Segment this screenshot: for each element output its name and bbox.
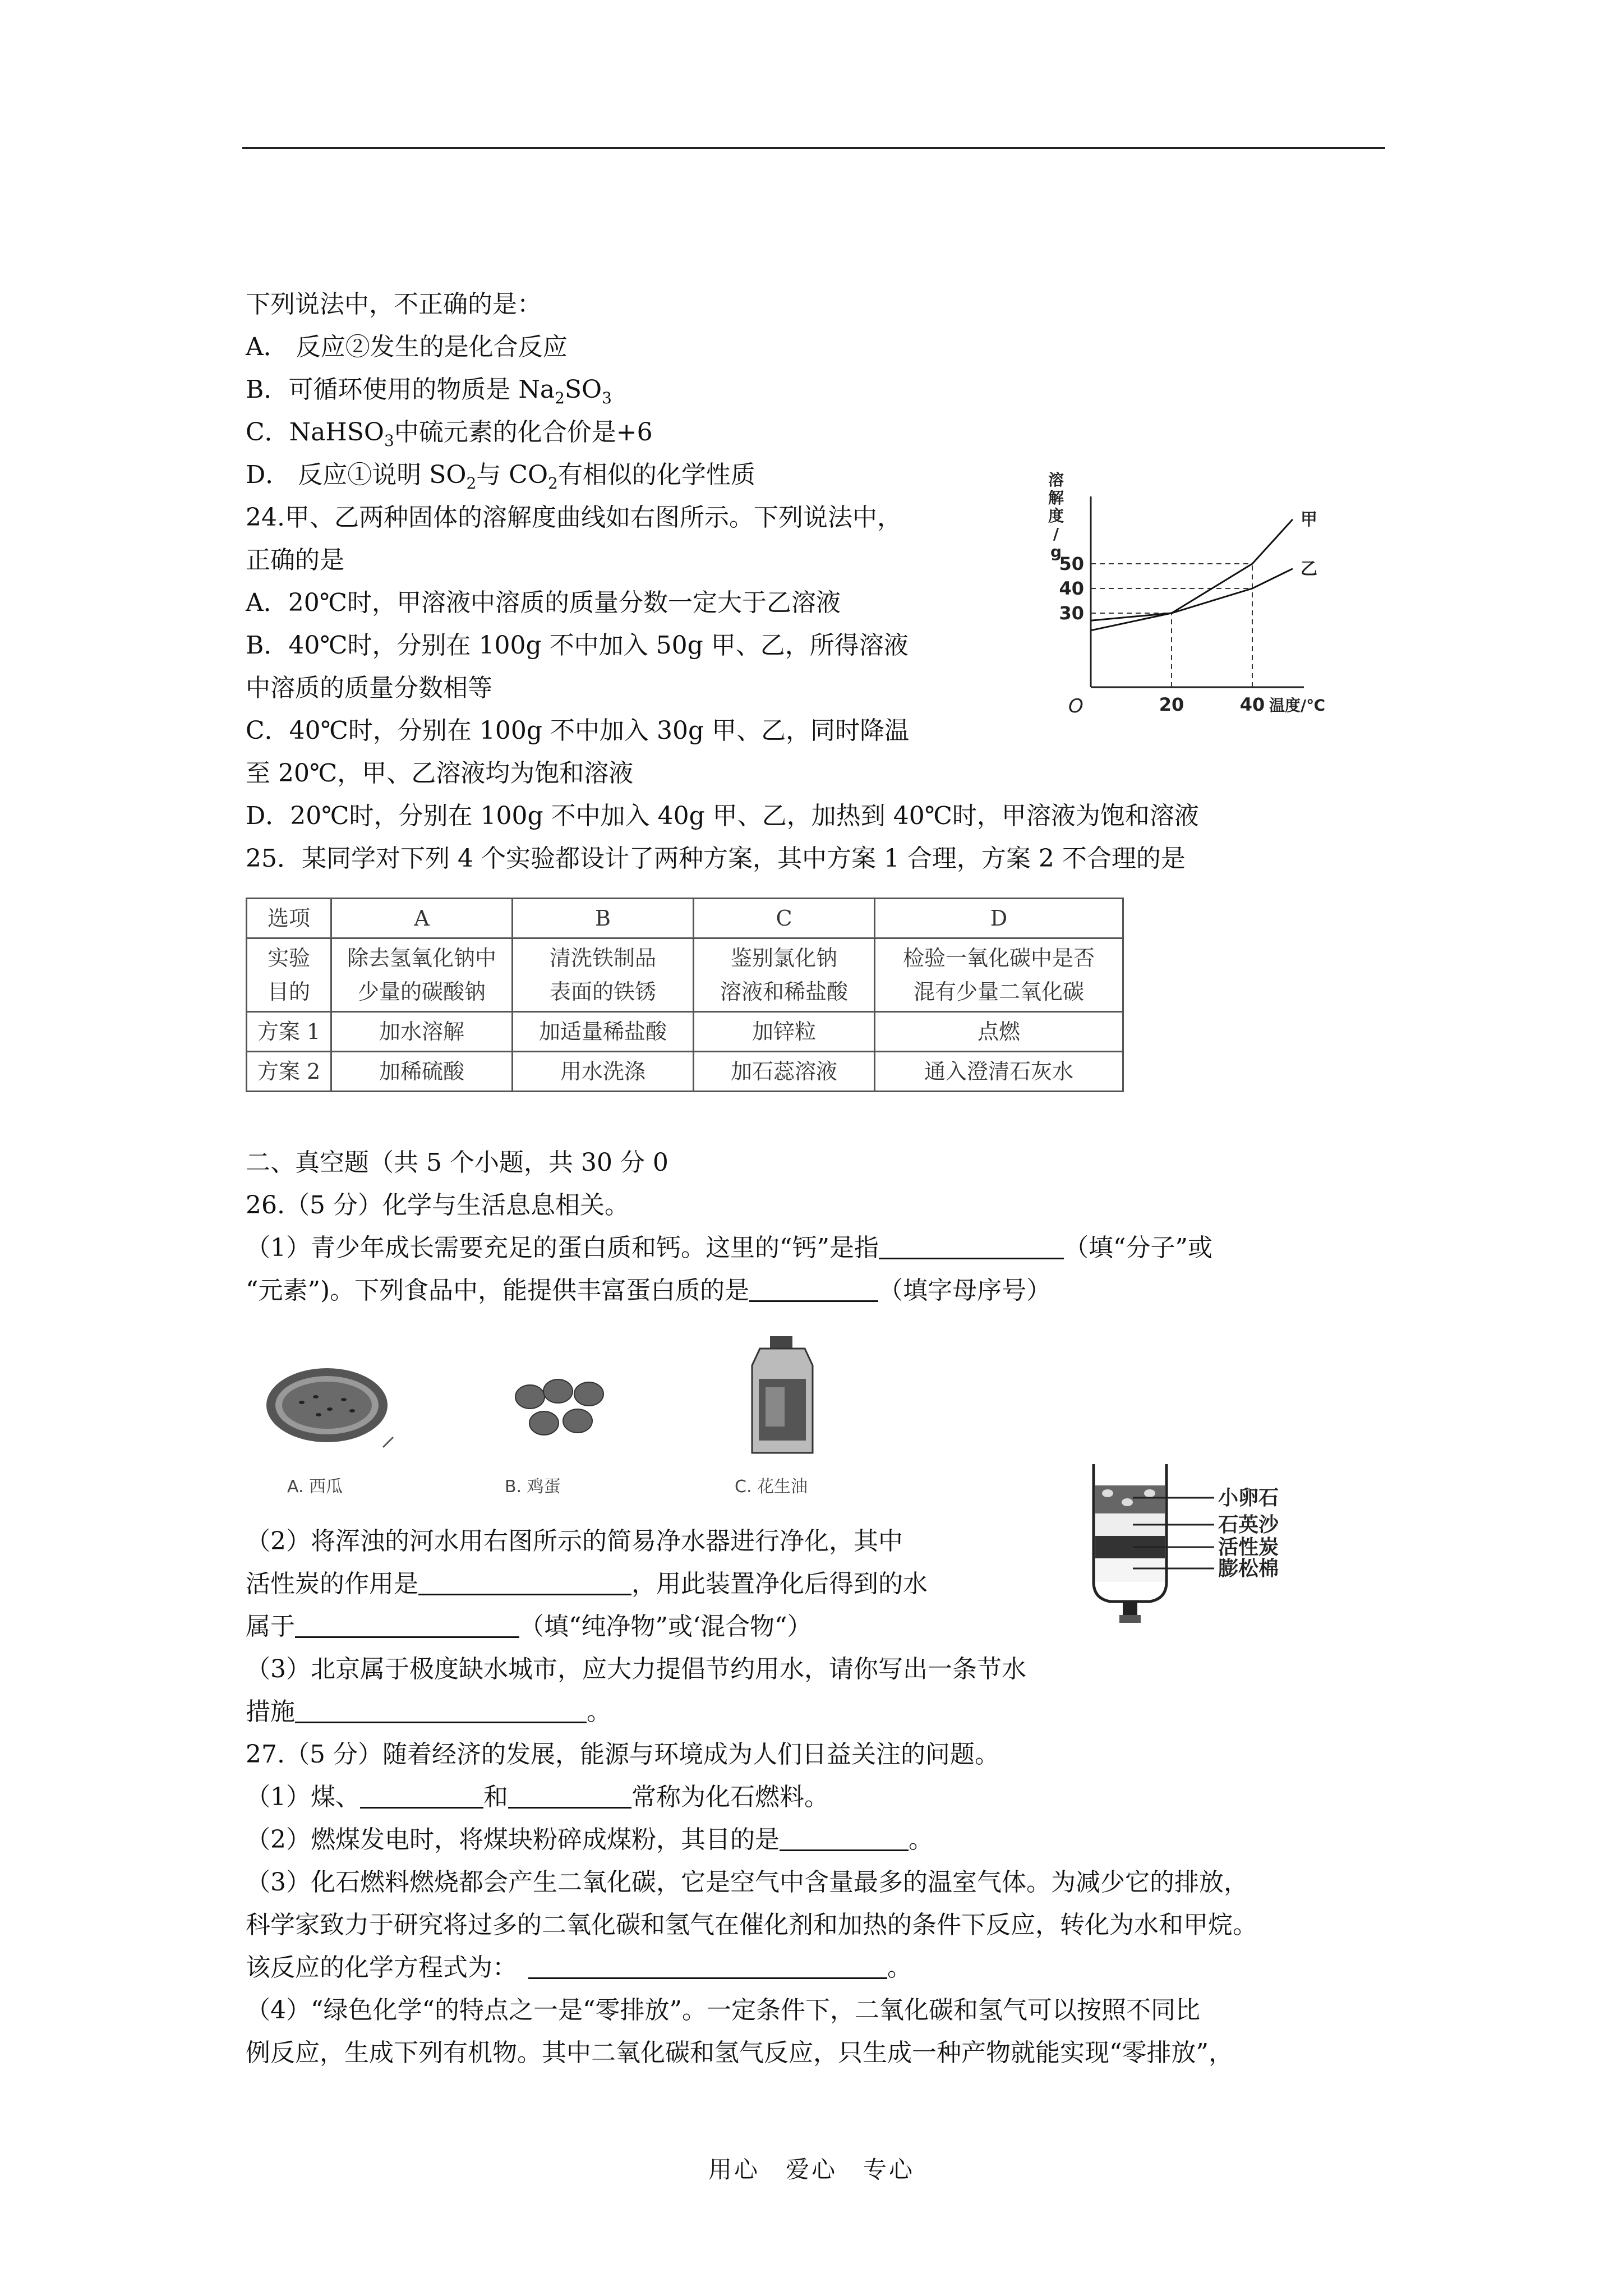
y-tick-label: 50 bbox=[1059, 553, 1084, 574]
y-tick-label: 30 bbox=[1059, 602, 1084, 624]
q24-option-d: D．20℃时，分别在 100g 不中加入 40g 甲、乙，加热到 40℃时，甲溶液为饱和溶液 bbox=[246, 802, 1199, 830]
peanut-oil-image bbox=[743, 1334, 822, 1457]
y-axis-label-char: g bbox=[1050, 542, 1062, 561]
table-header-cell: A bbox=[331, 899, 513, 938]
table-cell: 用水洗涤 bbox=[513, 1052, 694, 1092]
y-axis-label-char: 度 bbox=[1048, 507, 1064, 525]
q26-part2-line3: 属于 （填“纯净物”或‘混合物“） bbox=[246, 1605, 1395, 1648]
table-cell: 加稀硫酸 bbox=[331, 1052, 513, 1092]
y-tick-label: 40 bbox=[1059, 578, 1084, 599]
q23-option-b: B．可循环使用的物质是 $Na_2SO_3$ bbox=[246, 375, 612, 407]
table-header-cell: C bbox=[694, 899, 875, 938]
q24-option-b-line1: B．40℃时，分别在 100g 不中加入 50g 甲、乙，所得溶液 bbox=[246, 631, 909, 660]
food-label-watermelon: A. 西瓜 bbox=[287, 1477, 343, 1497]
table-cell: 检验一氧化碳中是否 混有少量二氧化碳 bbox=[875, 938, 1123, 1012]
q24-option-a: A．20℃时，甲溶液中溶质的质量分数一定大于乙溶液 bbox=[246, 588, 841, 617]
eggs-image bbox=[505, 1372, 623, 1444]
table-cell: 加石蕊溶液 bbox=[694, 1052, 875, 1092]
series-label: 乙 bbox=[1301, 559, 1317, 579]
q27-part4-line2: 例反应，生成下列有机物。其中二氧化碳和氢气反应，只生成一种产物就能实现“零排放”， bbox=[246, 2039, 1233, 2067]
table-cell: 加适量稀盐酸 bbox=[513, 1012, 694, 1052]
q26-title: 26.（5 分）化学与生活息息相关。 bbox=[246, 1191, 629, 1220]
section2-heading: 二、真空题（共 5 个小题，共 30 分 0 bbox=[246, 1148, 668, 1177]
table-cell: 加水溶解 bbox=[331, 1012, 513, 1052]
answer-blank[interactable] bbox=[749, 1273, 878, 1302]
q26-part3-line2: 措施 。 bbox=[246, 1691, 1395, 1733]
table-row bbox=[247, 1052, 1123, 1092]
answer-blank[interactable] bbox=[780, 1823, 909, 1851]
table-cell: 通入澄清石灰水 bbox=[875, 1052, 1123, 1092]
header-rule bbox=[242, 147, 1385, 149]
answer-blank[interactable] bbox=[879, 1231, 1064, 1259]
q24-stem-line1: 24.甲、乙两种固体的溶解度曲线如右图所示。下列说法中， bbox=[246, 503, 902, 532]
answer-blank[interactable] bbox=[418, 1567, 631, 1595]
section2-text bbox=[246, 1142, 1395, 1312]
q26-q27-text bbox=[246, 1520, 1395, 2074]
table-row bbox=[247, 1012, 1123, 1052]
y-axis-label-char: 解 bbox=[1048, 489, 1064, 507]
answer-blank[interactable] bbox=[528, 1950, 887, 1979]
table-cell: 点燃 bbox=[875, 1012, 1123, 1052]
q23-option-a: A． 反应②发生的是化合反应 bbox=[246, 333, 568, 361]
table-row bbox=[247, 938, 1123, 1012]
q23-option-d: D． 反应①说明 $SO_2$与 $CO_2$有相似的化学性质 bbox=[246, 461, 755, 493]
series-line-jia bbox=[1091, 519, 1293, 631]
table-header-cell: 选项 bbox=[247, 899, 331, 938]
table-cell: 方案 2 bbox=[247, 1052, 331, 1092]
layer-label-quartz-sand: 石英沙 bbox=[1218, 1513, 1279, 1536]
table-cell: 除去氢氧化钠中 少量的碳酸钠 bbox=[331, 938, 513, 1012]
y-axis-label-char: 溶 bbox=[1048, 471, 1064, 489]
q23-stem: 下列说法中，不正确的是： bbox=[246, 290, 542, 319]
answer-blank[interactable] bbox=[508, 1780, 631, 1809]
table-cell: 清洗铁制品 表面的铁锈 bbox=[513, 938, 694, 1012]
q27-part1: （1）煤、 和 常称为化石燃料。 bbox=[246, 1776, 1395, 1819]
q26-part3-line1: （3）北京属于极度缺水城市，应大力提倡节约用水，请你写出一条节水 bbox=[246, 1655, 1026, 1683]
q27-part2: （2）燃煤发电时，将煤块粉碎成煤粉，其目的是 。 bbox=[246, 1819, 1395, 1861]
q24-stem-line2: 正确的是 bbox=[246, 546, 344, 574]
x-tick-label: 40 bbox=[1239, 694, 1265, 715]
table-header-cell: B bbox=[513, 899, 694, 938]
watermelon-image bbox=[262, 1363, 397, 1447]
table-cell: 加锌粒 bbox=[694, 1012, 875, 1052]
layer-label-activated-carbon: 活性炭 bbox=[1218, 1536, 1279, 1559]
layer-label-pebbles: 小卵石 bbox=[1218, 1487, 1279, 1510]
x-tick-label: 20 bbox=[1159, 694, 1184, 715]
q23-option-c: C．NaHSO$_3$中硫元素的化合价是+6 bbox=[246, 418, 653, 450]
page-footer: 用心 爱心 专心 bbox=[708, 2156, 915, 2183]
table-cell: 实验 目的 bbox=[247, 938, 331, 1012]
q26-part1-line1: （1）青少年成长需要充足的蛋白质和钙。这里的“钙”是指 （填“分子”或 bbox=[246, 1227, 1395, 1269]
table-cell: 方案 1 bbox=[247, 1012, 331, 1052]
y-axis-label-char: / bbox=[1053, 524, 1059, 543]
q25-table bbox=[246, 898, 1124, 1092]
q27-part3-line2: 科学家致力于研究将过多的二氧化碳和氢气在催化剂和加热的条件下反应，转化为水和甲烷。 bbox=[246, 1911, 1257, 1939]
q24-option-b-line2: 中溶质的质量分数相等 bbox=[246, 674, 492, 702]
solubility-chart bbox=[1038, 471, 1326, 717]
q27-part4-line1: （4）“绿色化学“的特点之一是“零排放”。一定条件下，二氧化碳和氢气可以按照不同比 bbox=[246, 1996, 1200, 2024]
q26-part1-line2: “元素”)。下列食品中，能提供丰富蛋白质的是 （填字母序号） bbox=[246, 1269, 1395, 1312]
q24-option-c-line1: C．40℃时，分别在 100g 不中加入 30g 甲、乙，同时降温 bbox=[246, 716, 910, 745]
table-header-cell: D bbox=[875, 899, 1123, 938]
answer-blank[interactable] bbox=[295, 1609, 519, 1638]
q26-part2-line2: 活性炭的作用是 ，用此装置净化后得到的水 bbox=[246, 1563, 1395, 1605]
q27-title: 27.（5 分）随着经济的发展，能源与环境成为人们日益关注的问题。 bbox=[246, 1740, 999, 1769]
q27-part3-line1: （3）化石燃料燃烧都会产生二氧化碳，它是空气中含量最多的温室气体。为减少它的排放， bbox=[246, 1868, 1248, 1897]
q25-stem: 25．某同学对下列 4 个实验都设计了两种方案，其中方案 1 合理，方案 2 不合理的是 bbox=[246, 844, 1186, 873]
table-cell: 鉴别氯化钠 溶液和稀盐酸 bbox=[694, 938, 875, 1012]
answer-blank[interactable] bbox=[295, 1695, 587, 1723]
q24-option-c-line2: 至 20℃，甲、乙溶液均为饱和溶液 bbox=[246, 759, 634, 788]
layer-label-cotton: 膨松棉 bbox=[1218, 1557, 1279, 1580]
food-label-peanut-oil: C. 花生油 bbox=[735, 1477, 808, 1497]
origin-label: O bbox=[1068, 695, 1083, 717]
q26-part2-line1: （2）将浑浊的河水用右图所示的简易净水器进行净化，其中 bbox=[246, 1527, 903, 1556]
series-label: 甲 bbox=[1301, 509, 1317, 530]
food-label-eggs: B. 鸡蛋 bbox=[505, 1477, 561, 1497]
x-axis-label: 温度/℃ bbox=[1269, 696, 1326, 715]
q27-part3-line3: 该反应的化学方程式为： 。 bbox=[246, 1947, 1395, 1989]
table-row bbox=[247, 899, 1123, 938]
answer-blank[interactable] bbox=[360, 1780, 483, 1809]
